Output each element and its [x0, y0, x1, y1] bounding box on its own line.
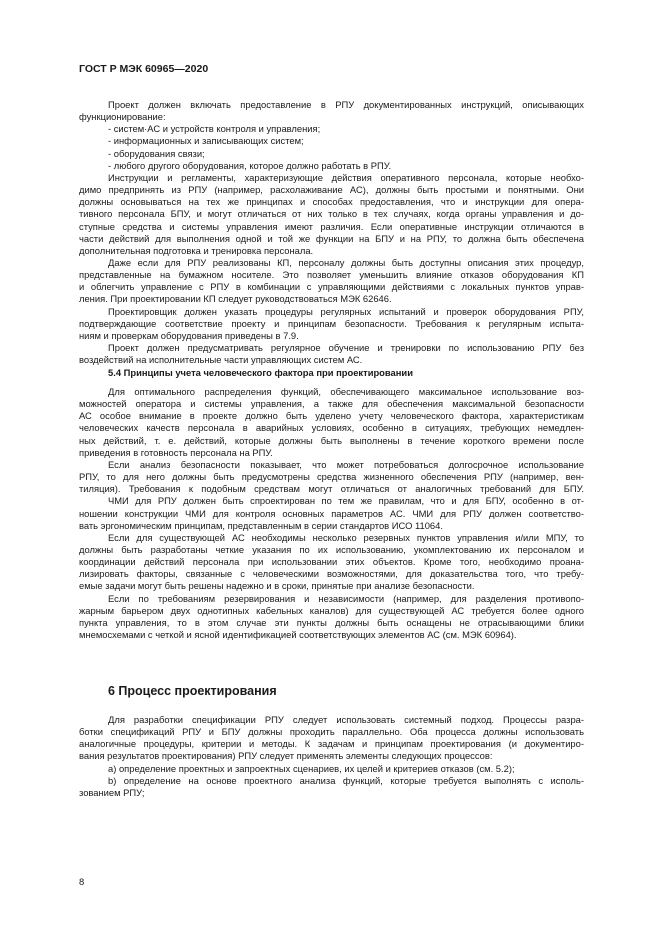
text-line: зованием РПУ; — [79, 787, 145, 798]
text-line: Если анализ безопасности показывает, что может потребоваться долгосрочное использование — [108, 459, 584, 470]
text-line: жарным барьером двух однотипных кабельных каналов) для существующей АС требуется более одного — [79, 605, 584, 616]
text-line: тивного персонала БПУ, и могут отличаться от них только в тех случаях, когда органы управления и до- — [79, 208, 584, 219]
text-line: можностей оператора и системы управления, а также для обеспечения максимальной безопасности — [79, 398, 584, 409]
page-header: ГОСТ Р МЭК 60965—2020 — [79, 63, 209, 75]
text-line: ниям и проверкам оборудования приведены в 7.9. — [79, 330, 299, 341]
text-line: функционирование: — [79, 111, 166, 122]
text-line: координации действий персонала при использовании этих объектов. Кроме того, необходимо проана- — [79, 556, 584, 567]
text-line: пункта управления, то в этом случае эти пункты должны быть оснащены не отрасывающими блики — [79, 617, 584, 628]
text-line: - любого другого оборудования, которое должно работать в РПУ. — [108, 160, 392, 171]
text-line: приведения в готовность персонала на РПУ. — [79, 447, 273, 458]
text-line: - систем·АС и устройств контроля и управления; — [108, 123, 321, 134]
text-line: мнемосхемами с четкой и ясной идентификацией соответствующих элементов АС (см. МЭК 60964). — [79, 629, 517, 640]
text-line: человеческих качеств персонала в аварийных условиях, особенно в ситуациях, требующих немедлен- — [79, 422, 584, 433]
text-line: и облегчить управление с РПУ в комбинации с управляющими действиями с локальных пунктов управ- — [79, 281, 584, 292]
text-line: а) определение проектных и запроектных сценариев, их целей и критериев отказов (см. 5.2); — [108, 763, 515, 774]
text-line: Проектировщик должен указать процедуры регулярных испытаний и проверок оборудования РПУ, — [108, 306, 584, 317]
section-heading-6: 6 Процесс проектирования — [108, 684, 277, 698]
text-line: димо предпринять из РПУ (например, расхолаживание АС), должны быть простыми и понятными. Они — [79, 184, 584, 195]
text-line: Проект должен предусматривать регулярное обучение и тренировки по использованию РПУ без — [108, 342, 584, 353]
text-line: дополнительная подготовка и тренировка персонала. — [79, 245, 314, 256]
text-line: должны быть разработаны четкие указания по их использованию, укомплектованию их персоналом и — [79, 544, 584, 555]
text-line: ления. При проектировании КП следует руководствоваться МЭК 62646. — [79, 293, 392, 304]
text-line: лизировать факторы, связанные с человеческими возможностями, для доказательства того, что требу- — [79, 568, 584, 579]
text-line: вания результатов проектирования) РПУ следует применять элементы следующих процессов: — [79, 750, 493, 761]
text-line: части действий для выполнения одной и той же функции на БПУ и на РПУ, то должна быть обеспечена — [79, 233, 584, 244]
text-line: ботки спецификаций РПУ и БПУ должны проходить параллельно. Оба процесса должны использовать — [79, 726, 584, 737]
section-heading-5-4: 5.4 Принципы учета человеческого фактора при проектировании — [108, 367, 413, 378]
text-line: Для разработки спецификации РПУ следует использовать системный подход. Процессы разра- — [108, 714, 584, 725]
text-line: ных действий, т. е. действий, которые должны быть выполнены в течение короткого времени после — [79, 435, 584, 446]
text-line: Инструкции и регламенты, характеризующие действия оперативного персонала, которые необхо- — [108, 172, 584, 183]
text-line: Для оптимального распределения функций, обеспечивающего максимальное использование воз- — [108, 386, 584, 397]
text-line: Если для существующей АС необходимы несколько резервных пунктов управления и/или МПУ, то — [108, 532, 584, 543]
text-line: должны основываться на тех же принципах и способах предоставления, что и инструкции для опера- — [79, 196, 584, 207]
text-line: аналогичные процедуры, критерии и методы. К задачам и принципам проектирования (и документиро- — [79, 738, 584, 749]
text-line: РПУ, то для него должны быть предусмотрены средства жизненного обеспечения РПУ (например, вен- — [79, 471, 584, 482]
text-line: ЧМИ для РПУ должен быть спроектирован по тем же правилам, что и для БПУ, особенно в от- — [108, 495, 584, 506]
text-line: Проект должен включать предоставление в РПУ документированных инструкций, описывающих — [108, 99, 584, 110]
text-line: емые задачи могут быть решены надежно и в сроки, принятые при анализе безопасности. — [79, 580, 475, 591]
text-line: ступные средства и системы управления имеют различия. Если оперативные инструкции отличаются в — [79, 221, 584, 232]
text-line: b) определение на основе проектного анализа функций, которые требуется выполнять с исполь- — [108, 775, 584, 786]
text-line: подтверждающие соответствие проекту и принципам безопасности. Требования к регулярным испыта- — [79, 318, 584, 329]
text-line: вать эргономическим принципам, представленным в серии стандартов ИСО 11064. — [79, 520, 443, 531]
text-line: Если по требованиям резервирования и независимости (например, для разделения противопо- — [108, 593, 584, 604]
text-line: ношении конструкции ЧМИ для контроля основных параметров АС. ЧМИ для РПУ должен соответство- — [79, 508, 584, 519]
text-line: - информационных и записывающих систем; — [108, 135, 304, 146]
text-line: воздействий на исполнительные части управляющих систем АС. — [79, 354, 363, 365]
text-line: - оборудования связи; — [108, 148, 205, 159]
text-line: представленные на бумажном носителе. Это позволяет уменьшить влияние отказов оборудования КП — [79, 269, 584, 280]
page-number: 8 — [79, 876, 85, 887]
text-line: Даже если для РПУ реализованы КП, персоналу должны быть доступны описания этих процедур, — [108, 257, 584, 268]
text-line: тиляция). Требования к подобным средствам могут отличаться от аналогичных требований для БПУ. — [79, 483, 584, 494]
text-line: АС особое внимание в проекте должно быть уделено учету человеческого фактора, характеристикам — [79, 410, 584, 421]
